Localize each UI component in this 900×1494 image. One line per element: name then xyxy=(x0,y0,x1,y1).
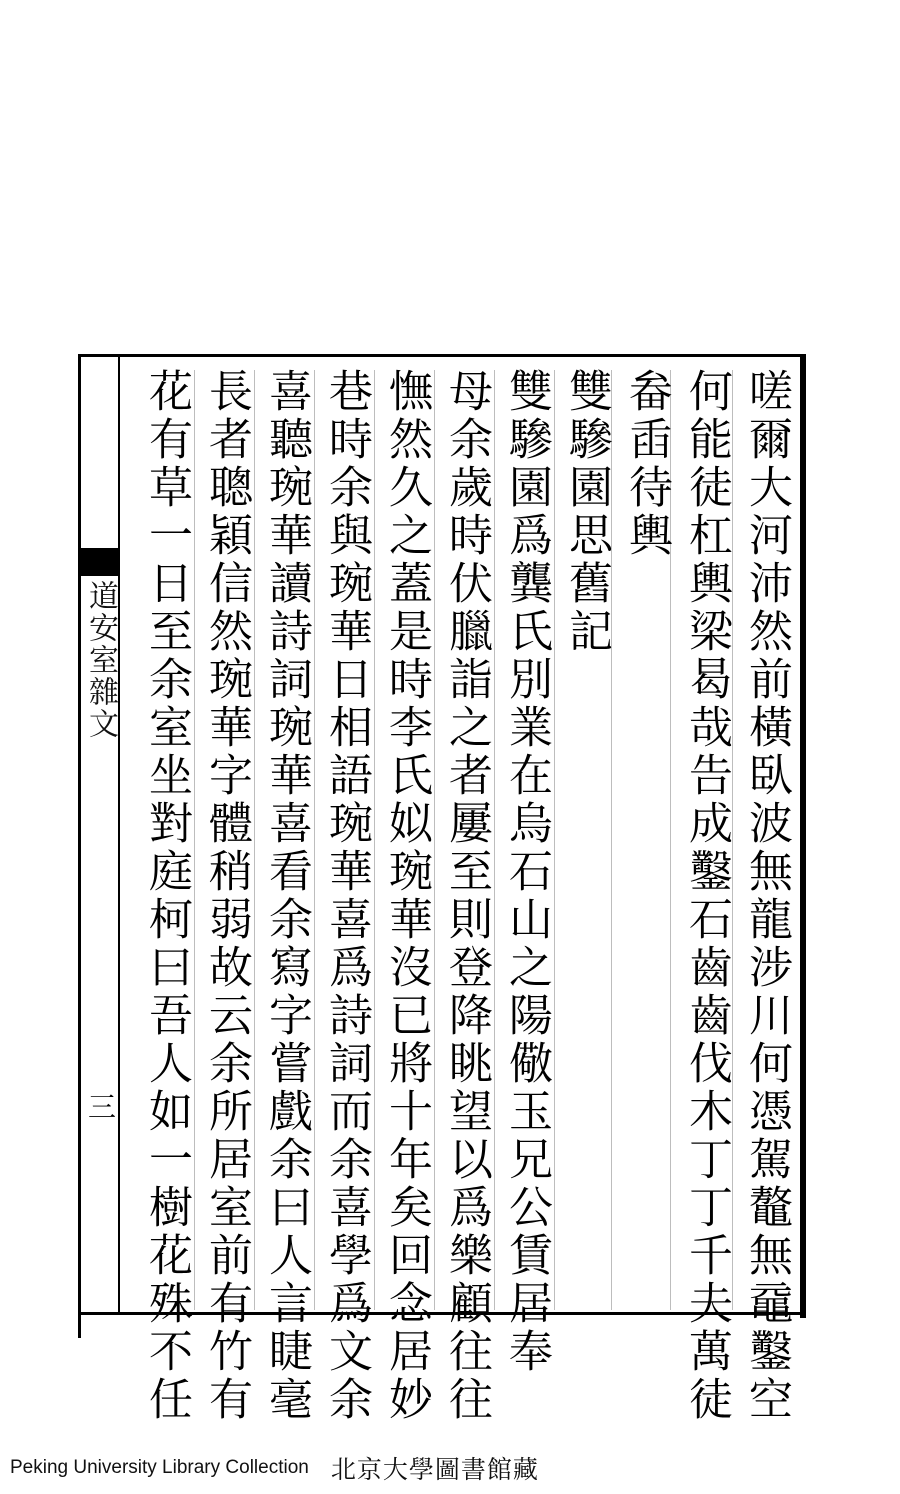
frame-left-rule xyxy=(78,354,81,1338)
text-column-1: 嗟爾大河沛然前橫臥波無龍涉川何憑駕鼇無黿鑿空 xyxy=(741,368,792,1424)
page-number: 三 xyxy=(84,1092,117,1120)
fish-tail-mark xyxy=(80,548,120,576)
book-title: 道安室雜文 xyxy=(83,580,118,740)
column-separator xyxy=(374,370,375,1310)
text-column-2: 何能徒杠輿梁曷哉告成鑿石齒齒伐木丁丁千夫萬徒 xyxy=(681,368,732,1424)
text-column-8: 巷時余與琬華日相語琬華喜爲詩詞而余喜學爲文余 xyxy=(321,368,372,1424)
text-column-7: 憮然久之蓋是時李氏姒琬華沒已將十年矣回念居妙 xyxy=(381,368,432,1424)
collection-label-en: Peking University Library Collection xyxy=(10,1457,309,1478)
section-title: 雙驂園思舊記 xyxy=(561,368,612,656)
collection-footer xyxy=(10,1448,539,1488)
text-column-3: 畚臿待輿 xyxy=(621,368,672,560)
column-separator xyxy=(434,370,435,1310)
column-separator xyxy=(732,370,733,1310)
text-column-10: 長者聰穎信然琬華字體稍弱故云余所居室前有竹有 xyxy=(201,368,252,1424)
collection-label-zh: 北京大學圖書館藏 xyxy=(330,1455,539,1484)
column-separator xyxy=(254,370,255,1310)
column-separator xyxy=(194,370,195,1310)
column-separator xyxy=(314,370,315,1310)
text-column-5: 雙驂園爲龔氏別業在烏石山之陽儆玉兄公賃居奉 xyxy=(501,368,552,1376)
margin-divider xyxy=(118,356,120,1312)
text-column-9: 喜聽琬華讀詩詞琬華喜看余寫字嘗戲余曰人言睫毫 xyxy=(261,368,312,1424)
text-column-6: 母余歲時伏臘詣之者屢至則登降眺望以爲樂顧往往 xyxy=(441,368,492,1424)
text-column-11: 花有草一日至余室坐對庭柯曰吾人如一樹花殊不任 xyxy=(141,368,192,1424)
column-separator xyxy=(554,370,555,1310)
column-separator xyxy=(494,370,495,1310)
